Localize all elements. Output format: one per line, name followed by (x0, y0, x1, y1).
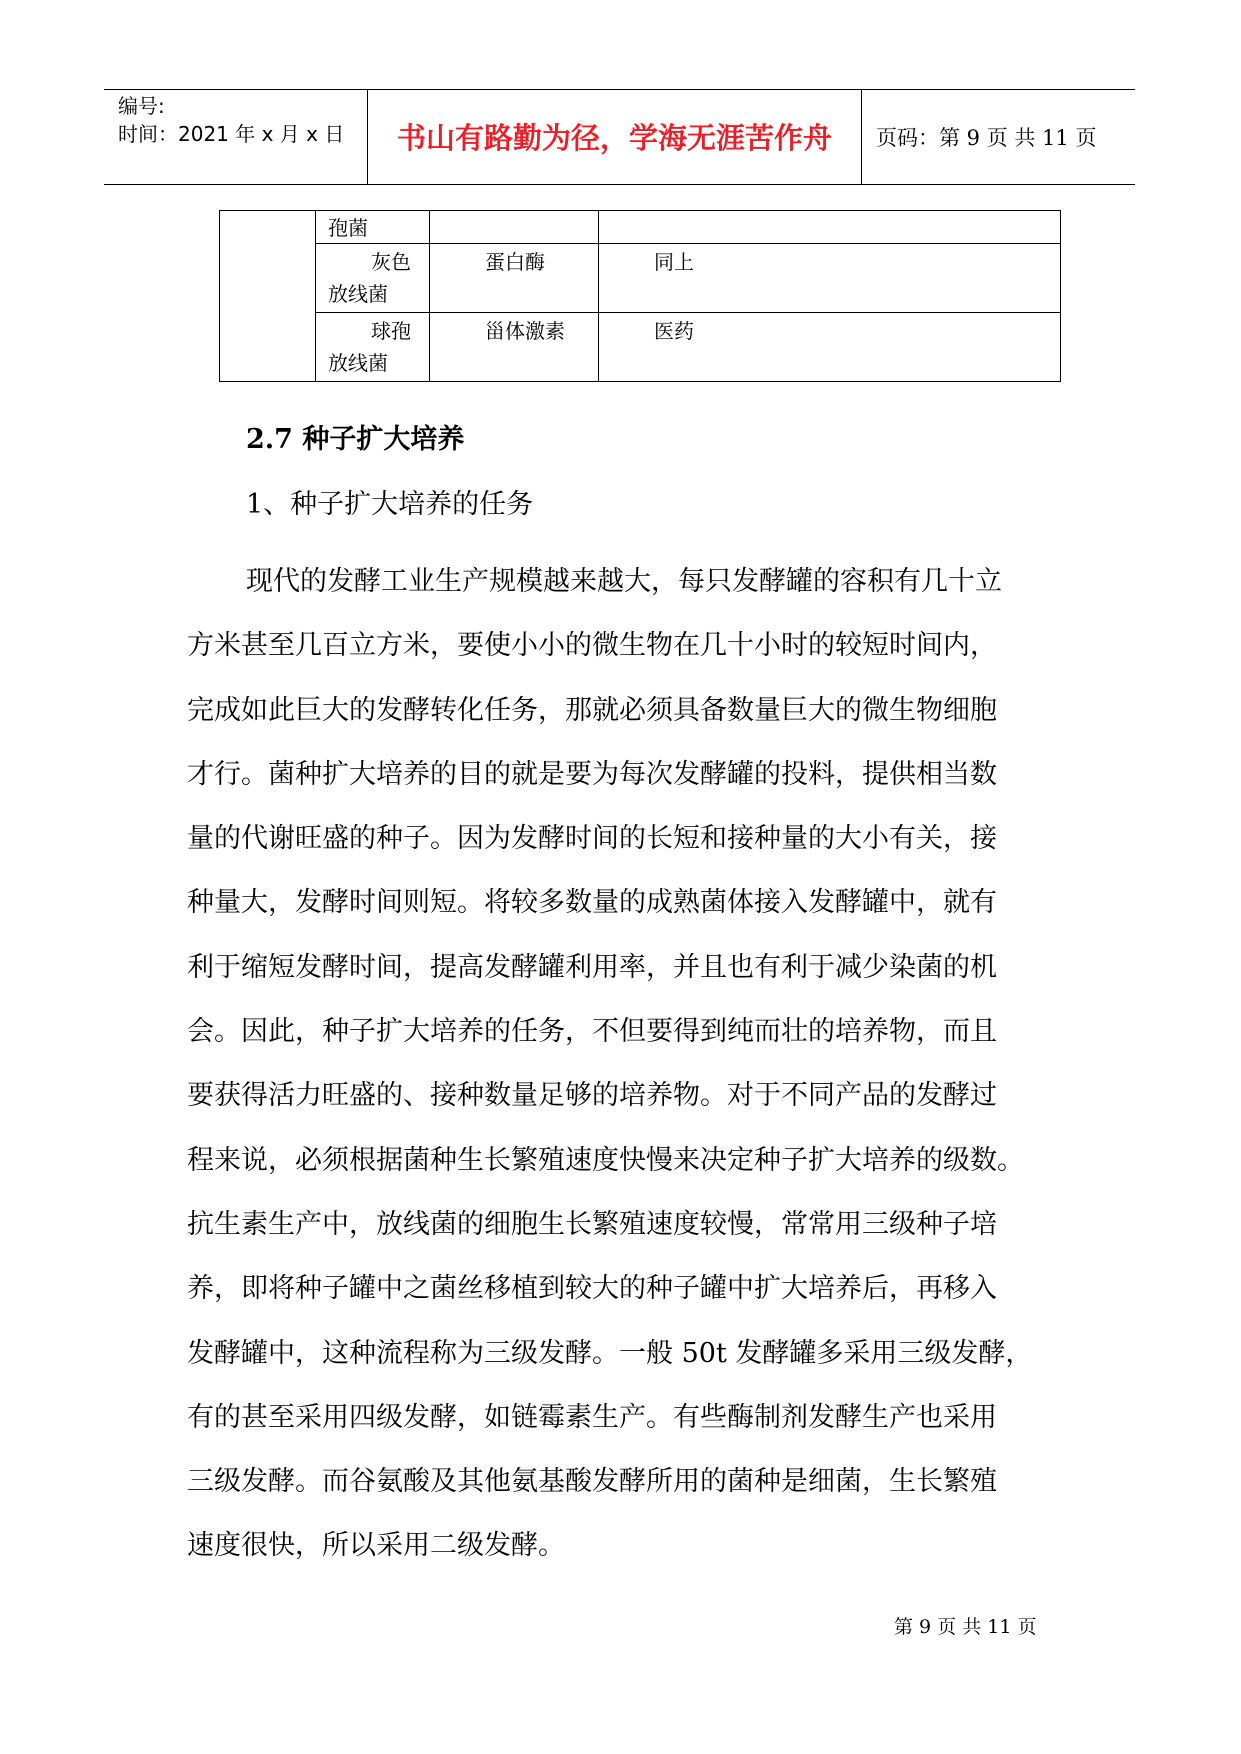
table-row (220, 211, 1061, 244)
paragraph-line: 抗生素生产中，放线菌的细胞生长繁殖速度较慢，常常用三级种子培 (187, 1208, 997, 1240)
microbe-table (219, 210, 1061, 382)
header-page-code: 页码：第 9 页 共 11 页 (876, 126, 1097, 150)
paragraph-line: 量的代谢旺盛的种子。因为发酵时间的长短和接种量的大小有关，接 (187, 823, 997, 855)
header-page-code-cell (862, 90, 1135, 184)
organism-name-line2: 放线菌 (328, 351, 388, 375)
document-number-label: 编号: (118, 94, 165, 118)
table-category-cell (220, 211, 316, 382)
use-name (599, 211, 1060, 213)
table-use-cell (599, 211, 1061, 244)
page-footer: 第 9 页 共 11 页 (894, 1616, 1037, 1638)
paragraph-line: 三级发酵。而谷氨酸及其他氨基酸发酵所用的菌种是细菌，生长繁殖 (187, 1466, 997, 1498)
header-motto-cell (367, 90, 862, 184)
paragraph-line: 才行。菌种扩大培养的目的就是要为每次发酵罐的投料，提供相当数 (187, 758, 997, 790)
header-meta (104, 90, 367, 184)
use-name: 同上 (654, 250, 694, 274)
paragraph-line: 要获得活力旺盛的、接种数量足够的培养物。对于不同产品的发酵过 (187, 1080, 997, 1112)
table-row (220, 244, 1061, 313)
table-product-cell (430, 244, 599, 313)
header-motto: 书山有路勤为径，学海无涯苦作舟 (396, 121, 832, 155)
paragraph-line: 养，即将种子罐中之菌丝移植到较大的种子罐中扩大培养后，再移入 (187, 1273, 997, 1305)
table-use-cell (599, 244, 1061, 313)
table-organism-cell (316, 244, 430, 313)
paragraph-line: 现代的发酵工业生产规模越来越大，每只发酵罐的容积有几十立 (246, 566, 1002, 597)
body-paragraph (187, 550, 1057, 1579)
product-name: 甾体激素 (485, 319, 565, 343)
paragraph-line: 会。因此，种子扩大培养的任务，不但要得到纯而壮的培养物，而且 (187, 1016, 997, 1048)
organism-name-line2: 放线菌 (328, 282, 388, 306)
table-product-cell (430, 211, 599, 244)
paragraph-line: 程来说，必须根据菌种生长繁殖速度快慢来决定种子扩大培养的级数。 (187, 1144, 1024, 1176)
organism-name-line1: 球孢 (371, 319, 411, 343)
paragraph-line: 有的甚至采用四级发酵，如链霉素生产。有些酶制剂发酵生产也采用 (187, 1401, 997, 1433)
organism-name-line1: 灰色 (371, 250, 411, 274)
product-name: 蛋白酶 (485, 250, 545, 274)
paragraph-line: 发酵罐中，这种流程称为三级发酵。一般 50t 发酵罐多采用三级发酵， (187, 1337, 1033, 1369)
table-product-cell (430, 313, 599, 382)
product-name (430, 211, 598, 213)
paragraph-line: 种量大，发酵时间则短。将较多数量的成熟菌体接入发酵罐中，就有 (187, 887, 997, 919)
paragraph-line: 完成如此巨大的发酵转化任务，那就必须具备数量巨大的微生物细胞 (187, 694, 997, 726)
section-subheading: 1、种子扩大培养的任务 (246, 489, 534, 520)
use-name: 医药 (654, 319, 694, 343)
paragraph-line: 方米甚至几百立方米，要使小小的微生物在几十小时的较短时间内， (187, 630, 997, 662)
organism-name: 孢菌 (328, 216, 368, 240)
table-organism-cell (316, 211, 430, 244)
paragraph-line: 速度很快，所以采用二级发酵。 (187, 1530, 565, 1562)
table-row (220, 313, 1061, 382)
paragraph-line: 利于缩短发酵时间，提高发酵罐利用率，并且也有利于减少染菌的机 (187, 951, 997, 983)
table-use-cell (599, 313, 1061, 382)
page-header (104, 89, 1135, 185)
section-heading: 2.7 种子扩大培养 (246, 424, 465, 455)
document-time-label: 时间：2021 年 x 月 x 日 (118, 122, 345, 146)
table-organism-cell (316, 313, 430, 382)
